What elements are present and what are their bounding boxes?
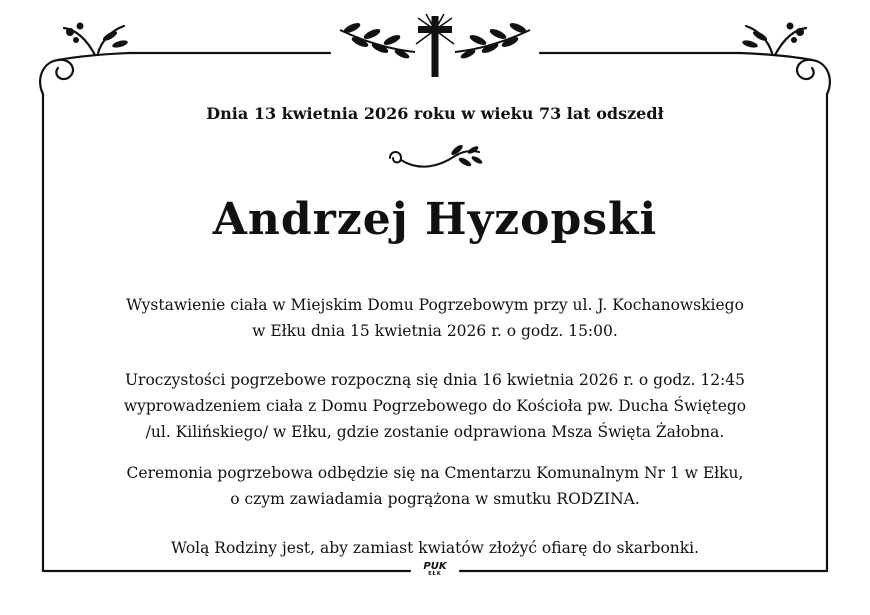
cross-icon [416, 14, 454, 77]
leaf-divider-icon [385, 142, 485, 174]
ceremony-paragraph [60, 367, 810, 445]
text-line: Uroczystości pogrzebowe rozpoczną się dnia 16 kwietnia 2026 r. o godz. 12:45 [124, 371, 746, 389]
text-line: o czym zawiadamia pogrążona w smutku RODZINA. [230, 490, 640, 508]
text-line: Wystawienie ciała w Miejskim Domu Pogrzebowym przy ul. J. Kochanowskiego [126, 296, 744, 314]
viewing-paragraph [60, 292, 810, 344]
text-line: /ul. Kilińskiego/ w Ełku, gdzie zostanie odprawiona Msza Święta Żałobna. [145, 423, 725, 441]
logo-subtext: EŁK [428, 571, 442, 577]
puk-logo [412, 562, 458, 577]
family-wish-paragraph [60, 535, 810, 561]
swirl-corner-icon [40, 26, 130, 94]
text-line: Ceremonia pogrzebowa odbędzie się na Cmentarzu Komunalnym Nr 1 w Ełku, [126, 464, 744, 482]
text-line: w Ełku dnia 15 kwietnia 2026 r. o godz. 15:00. [252, 322, 618, 340]
logo-text: PUK [423, 561, 447, 572]
laurel-left-icon [340, 21, 415, 60]
laurel-right-icon [455, 21, 530, 60]
swirl-corner-icon [740, 26, 830, 94]
burial-paragraph [60, 460, 810, 512]
text-line: Wolą Rodziny jest, aby zamiast kwiatów złożyć ofiarę do skarbonki. [170, 539, 700, 557]
text-line: wyprowadzeniem ciała z Domu Pogrzebowego do Kościoła pw. Ducha Świętego [123, 397, 747, 415]
death-announcement-intro: Dnia 13 kwietnia 2026 roku w wieku 73 lat odszedł [206, 104, 664, 123]
deceased-name: Andrzej Hyzopski [212, 194, 658, 245]
